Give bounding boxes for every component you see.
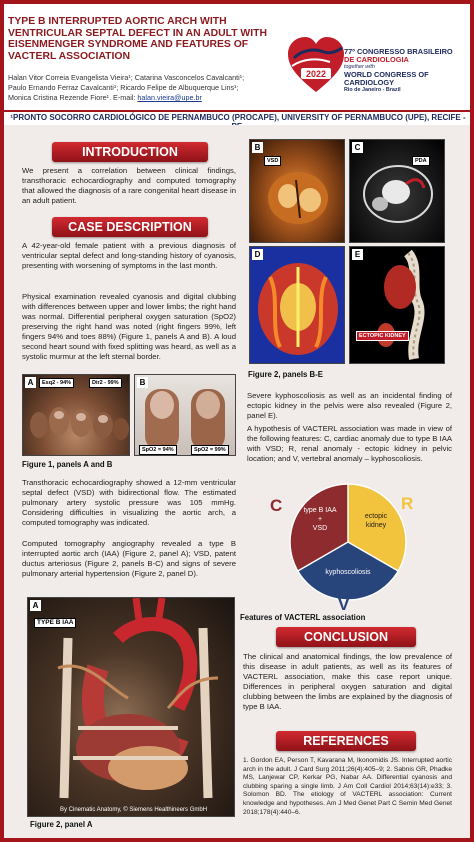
- congress-logo: [284, 28, 348, 98]
- figure-1a-letter: A: [25, 377, 36, 388]
- introduction-heading: INTRODUCTION: [52, 142, 208, 162]
- figure-1b-tag-left: SpO2 = 94%: [139, 445, 177, 455]
- figure-1-caption: Figure 1, panels A and B: [22, 460, 113, 469]
- figure-2c-pda-label: PDA: [412, 156, 430, 166]
- figure-2a-caption: Figure 2, panel A: [30, 820, 93, 829]
- figure-2b-vsd-label: VSD: [264, 156, 281, 166]
- references-text: 1. Gordon EA, Person T, Kavarana M, Ikonomidis JS. Interrupted aortic arch in the adult. J Card Surg 2011;26(4):405–9; 2. Sabnis GR, Phadke MS, Lanjewar CP, Kerkar PG, Nabar AA. Differential cyanosis and clubbing sparing a single limb. J Am Coll Cardiol 2014;63(14):e33; 3. Solomon BD. The etiology of VACTERL association: Current knowledge and hypotheses. Am J Med Genet Part C Semin Med Genet 2018;178(4):440–6.: [243, 757, 452, 816]
- figure-1b-tag-right: SpO2 = 99%: [191, 445, 229, 455]
- slice-r-line-2: kidney: [365, 522, 387, 529]
- affiliation-text: ¹PRONTO SOCORRO CARDIOLÓGICO DE PERNAMBUCO (PROCAPE), UNIVERSITY OF PERNAMBUCO (UPE), RECIFE -: [10, 113, 466, 122]
- case-paragraph-4: Computed tomography angiography revealed a type B interrupted aortic arch (IAA) (Figure 2, panel A); VSD, patent ductus arteriosus (Figure 2, panels B-C) and signs of severe pulmonary arterial hypertension (Figure 2, panel D).: [22, 539, 236, 578]
- slice-c-line-3: VSD: [312, 525, 328, 532]
- figure-2e-letter: E: [352, 249, 363, 260]
- ct-axial-pda-illustration: [350, 140, 445, 243]
- figure-2c-letter: C: [352, 142, 363, 153]
- frame-bottom: [0, 838, 474, 842]
- case-description-heading: CASE DESCRIPTION: [52, 217, 208, 237]
- email-link[interactable]: halan.vieira@upe.br: [137, 93, 202, 102]
- figure-2-bcde-caption: Figure 2, panels B-E: [248, 370, 323, 379]
- conclusion-heading: CONCLUSION: [276, 627, 416, 647]
- vacterl-caption: Features of VACTERL association: [240, 613, 366, 622]
- slice-v-label: kyphoscoliosis: [325, 569, 371, 576]
- congress-line-2: DE CARDIOLOGIA: [344, 55, 409, 64]
- poster-header: [4, 4, 470, 110]
- authors-line-2: Paulo Ernando Ferraz Cavalcanti¹; Ricardo Felipe de Albuquerque Lins¹;: [8, 83, 239, 92]
- ectopic-kidney-label: ECTOPIC KIDNEY: [356, 331, 409, 341]
- pulmonary-vessels-illustration: [250, 247, 345, 364]
- congress-line-5: Rio de Janeiro - Brazil: [344, 87, 401, 93]
- vacterl-diagram: [268, 474, 428, 614]
- figure-1a-image: [22, 374, 130, 456]
- case-paragraph-3: Transthoracic echocardiography showed a 12-mm ventricular septal defect (VSD) with bidirectional flow. The estimated pulmonary artery systolic pressure was 105 mmHg. Considering difficulties in visualizing the aortic arch, a computed tomography was indicated.: [22, 478, 236, 527]
- spine-kidney-3d-illustration: [350, 247, 445, 364]
- heart-logo-icon: [284, 28, 348, 98]
- case-paragraph-2: Physical examination revealed cyanosis and digital clubbing with differences between upper and lower limbs; the right hand was normal. Differential peripheral oxygen saturation (SpO2) preserving the right hand was noted (right fingers 99%, left fingers 94% and toes 88%) (Figure 1, panels A and B). A loud second heart sound with fixed splitting was heard, as well as a systolic murmur at the left sternal border.: [22, 292, 236, 361]
- figure-2e-image: [349, 246, 445, 364]
- figure-2d-image: [249, 246, 345, 364]
- right-paragraph-2: A hypothesis of VACTERL association was made in view of the following features: C, cardiac anomaly due to type B IAA with VSD; R, renal anomaly - ectopic kidney in pelvic location; and V, vertebral anomaly – kyphoscoliosis.: [247, 424, 452, 463]
- vacterl-letter-c: C: [270, 496, 283, 515]
- authors-line-3: [8, 93, 288, 103]
- congress-line-4: WORLD CONGRESS OF CARDIOLOGY: [344, 70, 429, 87]
- introduction-text: We present a correlation between clinical findings, transthoracic echocardiography and computed tomography that allowed the diagnosis of a rare congenital heart disease in an adult patient.: [22, 166, 236, 205]
- figure-2a-credit: By Cinematic Anatomy, © Siemens Healthineers GmbH: [60, 807, 208, 813]
- authors-line-1: Halan Vitor Correia Evangelista Vieira¹; Catarina Vasconcelos Cavalcanti¹;: [8, 73, 245, 82]
- figure-2b-letter: B: [252, 142, 263, 153]
- references-heading: REFERENCES: [276, 731, 416, 751]
- right-paragraph-1: Severe kyphoscoliosis as well as an incidental finding of ectopic kidney in the pelvis were also revealed (Figure 2, panel E).: [247, 391, 452, 420]
- conclusion-text: The clinical and anatomical findings, the low prevalence of this disease in adult patients, as well as its features of VACTERL association, make this case report unique. Differences in peripheral oxygen saturation and digital clubbing between the limbs are explained by the diagnosis of type B IAA.: [243, 652, 452, 711]
- frame-right: [470, 0, 474, 842]
- figure-1a-tag-right: Dir2 - 99%: [89, 378, 122, 388]
- figure-1b-letter: B: [137, 377, 148, 388]
- slice-r-line-1: ectopic: [364, 513, 388, 520]
- figure-2b-image: [249, 139, 345, 243]
- fingers-illustration: [135, 375, 236, 456]
- logo-year: 2022: [305, 69, 327, 79]
- figure-2d-letter: D: [252, 249, 263, 260]
- case-paragraph-1: A 42-year-old female patient with a previous diagnosis of ventricular septal defect and long-standing history of cyanosis, presenting with worsening of symptoms in the last month.: [22, 241, 236, 270]
- congress-line-1: 77º CONGRESSO BRASILEIRO: [344, 47, 453, 56]
- congress-name: [344, 48, 472, 94]
- author-list: [8, 73, 288, 103]
- congress-line-3: together with: [344, 64, 375, 70]
- affiliation-bar: [4, 110, 470, 125]
- figure-1a-tag-left: Esq2 - 94%: [39, 378, 74, 388]
- figure-2a-image: [27, 597, 235, 817]
- figure-1b-image: [134, 374, 236, 456]
- vacterl-letter-v: V: [338, 595, 350, 614]
- figure-2a-letter: A: [30, 600, 41, 611]
- slice-c-line-1: type B IAA: [303, 507, 337, 514]
- slice-c-line-2: +: [317, 516, 323, 523]
- vacterl-letter-r: R: [401, 494, 414, 513]
- poster-title: TYPE B INTERRUPTED AORTIC ARCH WITH VENTRICULAR SEPTAL DEFECT IN AN ADULT WITH EISENMENGER SYNDROME AND FEATURES OF VACTERL ASSOCIATION: [8, 16, 267, 62]
- type-b-iaa-label: TYPE B IAA: [34, 618, 76, 628]
- aortic-arch-3d-illustration: [28, 598, 235, 817]
- authors-line-3-text: Monica Cristina Rezende Fiore¹. E-mail:: [8, 93, 138, 102]
- figure-2c-image: [349, 139, 445, 243]
